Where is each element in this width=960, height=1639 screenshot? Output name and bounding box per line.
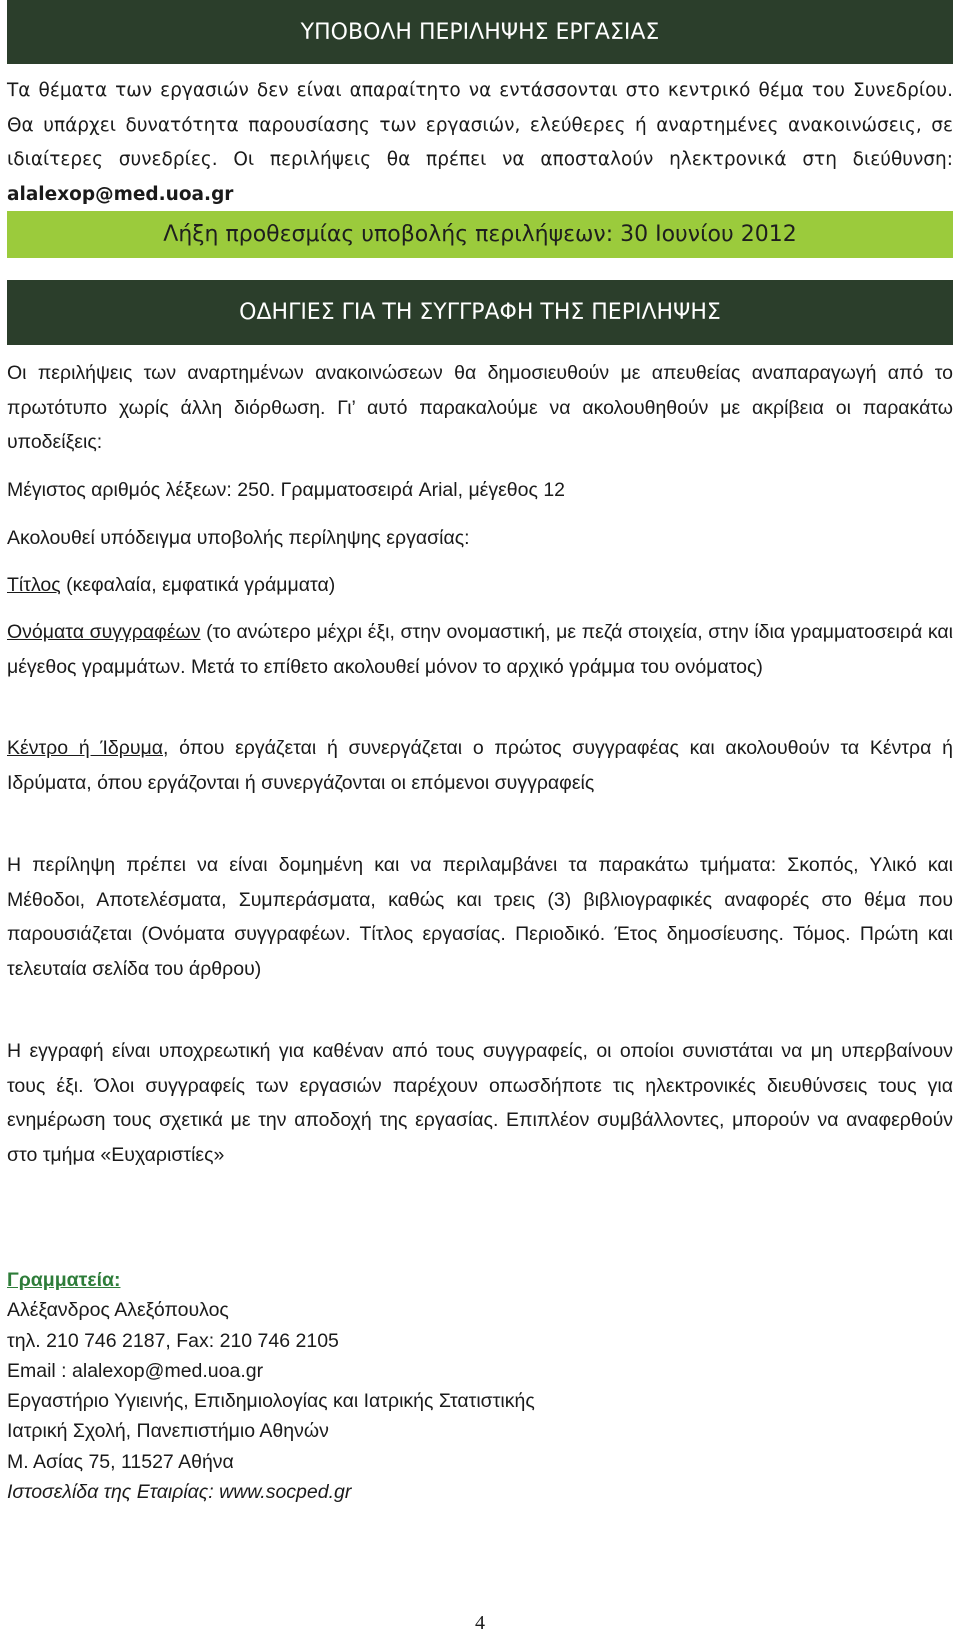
institution-instruction: [7, 731, 953, 800]
template-intro-paragraph: Ακολουθεί υπόδειγμα υποβολής περίληψης εργασίας:: [7, 527, 470, 549]
intro-text: Τα θέματα των εργασιών δεν είναι απαραίτητο να εντάσσονται στο κεντρικό θέμα του Συνεδρίου. Θα υπάρχει δυνατότητα παρουσίασης των εργασιών, ελεύθερες ή αναρτημένες ανακοινώσεις, σε ιδιαίτερες συνεδρίες. Οι περιλήψεις θα πρέπει να αποσταλούν ηλεκτρονικά στη διεύθυνση:: [7, 80, 953, 170]
secretariat-email[interactable]: Email : alalexop@med.uoa.gr: [7, 1359, 264, 1382]
submission-header-title: ΥΠΟΒΟΛΗ ΠΕΡΙΛΗΨΗΣ ΕΡΓΑΣΙΑΣ: [300, 19, 660, 45]
guidelines-intro-paragraph: Οι περιλήψεις των αναρτημένων ανακοινώσεων θα δημοσιευθούν με απευθείας αναπαραγωγή από το πρωτότυπο χωρίς άλλη διόρθωση. Γι’ αυτό παρακαλούμε να ακολουθηθούν με ακρίβεια οι παρακάτω υποδείξεις:: [7, 362, 953, 453]
secretariat-address: Μ. Ασίας 75, 11527 Αθήνα: [7, 1450, 234, 1473]
secretariat-title: Γραμματεία:: [7, 1269, 121, 1291]
secretariat-name: Αλέξανδρος Αλεξόπουλος: [7, 1299, 229, 1322]
intro-paragraph: [7, 74, 953, 212]
institution-instruction-text: όπου εργάζεται ή συνεργάζεται ο πρώτος συγγραφέας και ακολουθούν τα Κέντρα ή Ιδρύματα, όπου εργάζονται ή συνεργάζονται οι επόμενοι συγγραφείς: [7, 737, 953, 794]
title-instruction-text: (κεφαλαία, εμφατικά γράμματα): [60, 574, 336, 596]
secretariat-block: [7, 1265, 953, 1507]
secretariat-lab: Εργαστήριο Υγιεινής, Επιδημιολογίας και Ιατρικής Στατιστικής: [7, 1390, 535, 1413]
authors-instruction: [7, 615, 953, 684]
contact-email-link[interactable]: alalexop@med.uoa.gr: [7, 183, 234, 205]
society-website[interactable]: Ιστοσελίδα της Εταιρίας: www.socped.gr: [7, 1481, 352, 1504]
word-limit-paragraph: Μέγιστος αριθμός λέξεων: 250. Γραμματοσειρά Arial, μέγεθος 12: [7, 479, 566, 501]
title-label: Τίτλος: [7, 574, 61, 596]
page-number: 4: [475, 1612, 485, 1634]
submission-header: [7, 0, 953, 64]
structure-paragraph: Η περίληψη πρέπει να είναι δομημένη και να περιλαμβάνει τα παρακάτω τμήματα: Σκοπός, Υλικό και Μέθοδοι, Αποτελέσματα, Συμπεράσματα, καθώς και τρεις (3) βιβλιογραφικές αναφορές στο θέμα που παρουσιάζεται (Ονόματα συγγραφέων. Τίτλος εργασίας. Περιοδικό. Έτος δημοσίευσης. Τόμος. Πρώτη και τελευταία σελίδα του άρθρου): [7, 854, 953, 980]
secretariat-school: Ιατρική Σχολή, Πανεπιστήμιο Αθηνών: [7, 1420, 329, 1443]
deadline-banner: [7, 211, 953, 258]
guidelines-header-title: ΟΔΗΓΙΕΣ ΓΙΑ ΤΗ ΣΥΓΓΡΑΦΗ ΤΗΣ ΠΕΡΙΛΗΨΗΣ: [239, 300, 721, 325]
secretariat-phone: τηλ. 210 746 2187, Fax: 210 746 2105: [7, 1329, 339, 1352]
authors-instruction-text: (το ανώτερο μέχρι έξι, στην ονομαστική, με πεζά στοιχεία, στην ίδια γραμματοσειρά και μέγεθος γραμμάτων. Μετά το επίθετο ακολουθεί μόνον το αρχικό γράμμα του ονόματος): [7, 621, 953, 678]
institution-label: Κέντρο ή Ίδρυμα,: [7, 737, 169, 759]
guidelines-header: [7, 280, 953, 345]
deadline-text: Λήξη προθεσμίας υποβολής περιλήψεων: 30 Ιουνίου 2012: [163, 222, 797, 247]
registration-paragraph: Η εγγραφή είναι υποχρεωτική για καθέναν από τους συγγραφείς, οι οποίοι συνιστάται να μη υπερβαίνουν τους έξι. Όλοι συγγραφείς των εργασιών παρέχουν οπωσδήποτε τις ηλεκτρονικές διευθύνσεις τους για ενημέρωση τους σχετικά με την αποδοχή της εργασίας. Επιπλέον συμβάλλοντες, μπορούν να αναφερθούν στο τμήμα «Ευχαριστίες»: [7, 1040, 953, 1166]
title-instruction: [7, 568, 953, 603]
authors-label: Ονόματα συγγραφέων: [7, 621, 201, 643]
